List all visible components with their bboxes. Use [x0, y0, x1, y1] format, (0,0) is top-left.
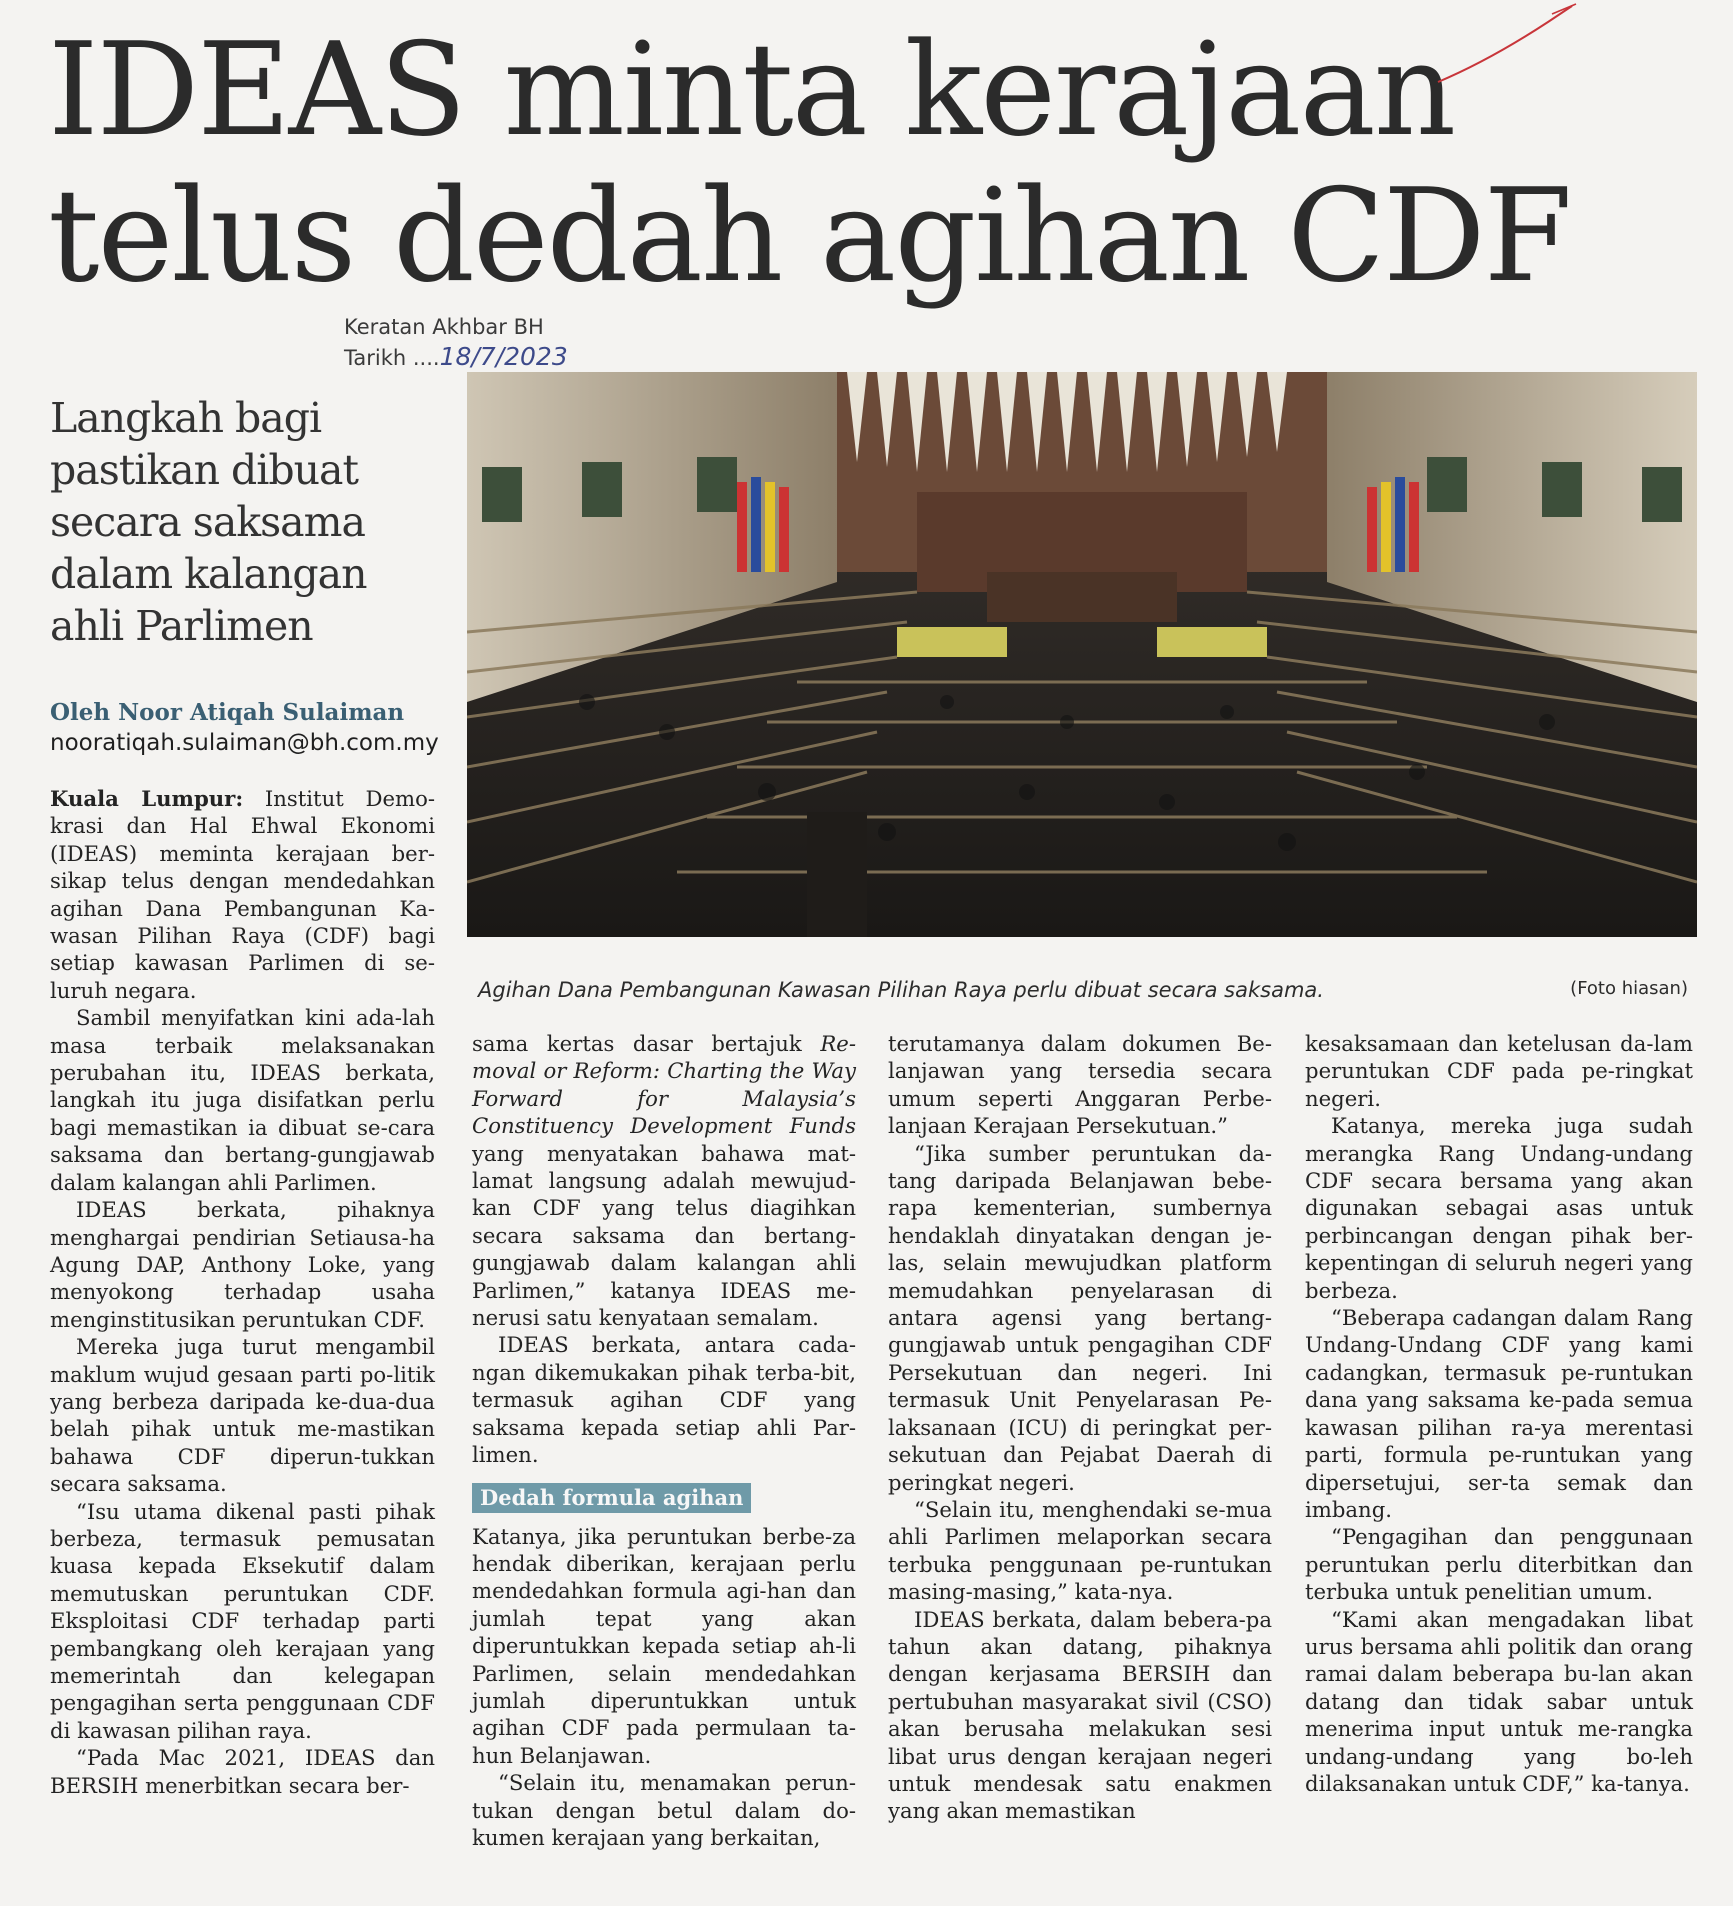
deck-subheadline: Langkah bagi pastikan dibuat secara saksama dalam kalangan ahli Parlimen: [50, 394, 367, 650]
paragraph: “Kami akan mengadakan libat urus bersama ahli politik dan orang ramai dalam beberapa bu-lan akan datang dan tidak sabar untuk menerima input untuk me-rangka undang-undang yang bo-leh dilaksanakan untuk CDF,” ka-tanya.: [1305, 1606, 1693, 1796]
dateline: Kuala Lumpur:: [50, 786, 244, 811]
paragraph: Mereka juga turut mengambil maklum wujud gesaan parti po-litik yang berbeza daripada ke-dua-dua belah pihak untuk me-mastikan bahawa CDF diperun-tukkan secara saksama.: [50, 1334, 435, 1497]
byline-author: Oleh Noor Atiqah Sulaiman: [50, 699, 405, 726]
article-column-3: [888, 1030, 1272, 1825]
paragraph: “Beberapa cadangan dalam Rang Undang-Undang CDF yang kami cadangkan, termasuk pe-runtukan dana yang saksama ke-pada semua kawasan pilihan ra-ya merentasi parti, formula pe-runtukan yang dipersetujui, ser-ta semak dan imbang.: [1305, 1305, 1693, 1522]
paragraph: Katanya, jika peruntukan berbe-za hendak diberikan, kerajaan perlu mendedahkan formula agi-han dan jumlah tepat yang akan diperuntukkan kepada setiap ah-li Parlimen, selain mendedahkan jumlah diperuntukkan untuk agihan CDF pada permulaan ta-hun Belanjawan.: [472, 1523, 856, 1768]
headline-line-1: IDEAS minta kerajaan: [48, 16, 1455, 165]
paragraph: Sambil menyifatkan kini ada-lah masa terbaik melaksanakan perubahan itu, IDEAS berkata, langkah itu juga disifatkan perlu bagi memastikan ia dibuat se-cara saksama dan bertang-gungjawab dalam kalangan ahli Parlimen.: [50, 1005, 435, 1195]
paragraph: “Isu utama dikenal pasti pihak berbeza, termasuk pemusatan kuasa kepada Eksekutif dalam memutuskan peruntukan CDF. Eksploitasi CDF terhadap parti pembangkang oleh kerajaan yang memerintah dan kelegapan pengagihan serta penggunaan CDF di kawasan pilihan raya.: [50, 1498, 435, 1743]
paragraph: “Pengagihan dan penggunaan peruntukan perlu diterbitkan dan terbuka untuk penelitian umum.: [1305, 1524, 1693, 1605]
paragraph: Kuala Lumpur: Institut Demo-krasi dan Hal Ehwal Ekonomi (IDEAS) meminta kerajaan ber-sikap telus dengan mendedahkan agihan Dana Pembangunan Ka-wasan Pilihan Raya (CDF) bagi setiap kawasan Parlimen di se-luruh negara.: [50, 786, 435, 1003]
clipping-date-value: 18/7/2023: [439, 342, 568, 371]
paragraph: “Selain itu, menghendaki se-mua ahli Parlimen melaporkan secara terbuka penggunaan pe-runtukan masing-masing,” kata-nya.: [888, 1496, 1272, 1605]
paragraph: sama kertas dasar bertajuk Re-moval or Reform: Charting the Way Forward for Malaysia’s Constituency Development Funds yang menyatakan bahawa mat-lamat langsung adalah mewujud-kan CDF yang telus diagihkan secara saksama dan bertang-gungjawab dalam kalangan ahli Parlimen,” katanya IDEAS me-nerusi satu kenyataan semalam.: [472, 1031, 856, 1331]
article-column-1: [50, 785, 435, 1799]
parliament-chamber-image: [467, 372, 1697, 937]
clipping-stamp: [344, 312, 674, 373]
paragraph: IDEAS berkata, antara cada-ngan dikemukakan pihak terba-bit, termasuk agihan CDF yang saksama kepada setiap ahli Par-limen.: [472, 1332, 856, 1468]
photo-caption-text: Agihan Dana Pembangunan Kawasan Pilihan Raya perlu dibuat secara saksama.: [478, 978, 1324, 1002]
byline: [50, 698, 450, 758]
paragraph: kesaksamaan dan ketelusan da-lam peruntukan CDF pada pe-ringkat negeri.: [1305, 1031, 1693, 1111]
policy-paper-title: Re-moval or Reform: Charting the Way Forward for Malaysia’s Constituency Development Funds: [472, 1031, 856, 1139]
section-subhead: Dedah formula agihan: [472, 1483, 751, 1513]
photo-credit: (Foto hiasan): [1570, 978, 1688, 999]
headline-line-2: telus dedah agihan CDF: [48, 162, 1571, 311]
clipping-date-row: Tarikh ....18/7/2023: [344, 342, 568, 371]
clipping-date-label: Tarikh: [344, 346, 407, 370]
clipping-source: Keratan Akhbar BH: [344, 315, 544, 339]
parliament-photo: [467, 372, 1697, 937]
paragraph: “Selain itu, menamakan perun-tukan dengan betul dalam do-kumen kerajaan yang berkaitan,: [472, 1770, 856, 1850]
paragraph: terutamanya dalam dokumen Be-lanjawan yang tersedia secara umum seperti Anggaran Perbe-lanjaan Kerajaan Persekutuan.”: [888, 1031, 1272, 1139]
paragraph: IDEAS berkata, pihaknya menghargai pendirian Setiausa-ha Agung DAP, Anthony Loke, yang menyokong terhadap usaha menginstitusikan peruntukan CDF.: [50, 1197, 435, 1332]
headline: [48, 16, 1571, 311]
photo-caption: [478, 978, 1688, 1002]
paragraph: “Jika sumber peruntukan da-tang daripada Belanjawan bebe-rapa kementerian, sumbernya hendaklah dinyatakan dengan je-las, selain mewujudkan platform memudahkan penyelarasan di antara agensi yang bertang-gungjawab untuk pengagihan CDF Persekutuan dan negeri. Ini termasuk Unit Penyelarasan Pe-laksanaan (ICU) di peringkat per-sekutuan dan Pejabat Daerah di peringkat negeri.: [888, 1140, 1272, 1495]
paragraph: Katanya, mereka juga sudah merangka Rang Undang-undang CDF secara bersama yang akan digunakan sebagai asas untuk perbincangan dengan pihak ber-kepentingan di seluruh negeri yang berbeza.: [1305, 1113, 1693, 1303]
article-column-4: [1305, 1030, 1693, 1797]
paragraph: “Pada Mac 2021, IDEAS dan BERSIH menerbitkan secara ber-: [50, 1745, 435, 1798]
pen-mark-icon: [1430, 0, 1580, 100]
paragraph: IDEAS berkata, dalam bebera-pa tahun akan datang, pihaknya dengan kerjasama BERSIH dan pertubuhan masyarakat sivil (CSO) akan berusaha melakukan sesi libat urus dengan kerajaan negeri untuk mendesak satu enakmen yang akan memastikan: [888, 1606, 1272, 1824]
byline-email: nooratiqah.sulaiman@bh.com.my: [50, 730, 439, 756]
article-column-2: [472, 1030, 856, 1851]
